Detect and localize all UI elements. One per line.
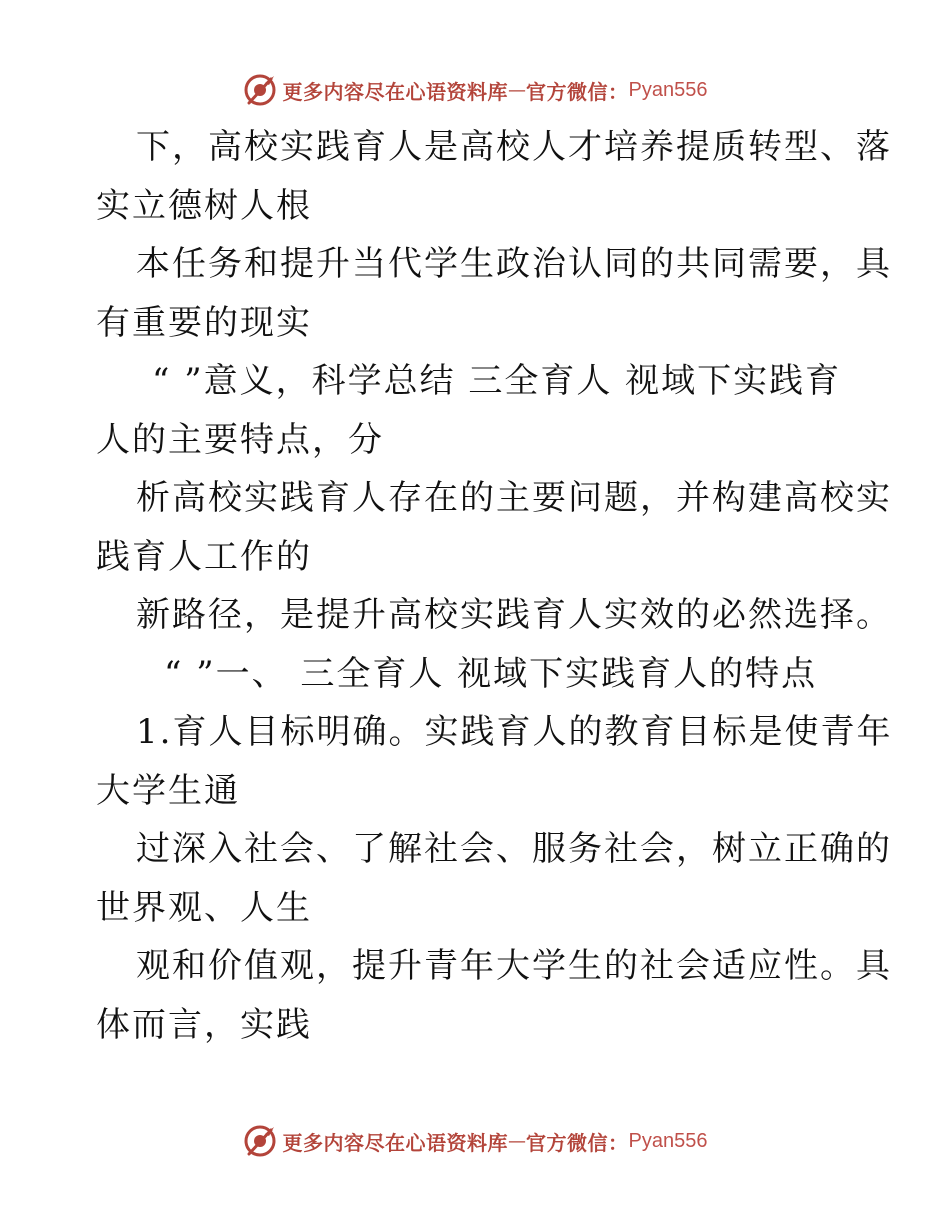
footer-id: Pyan556 bbox=[628, 1129, 708, 1152]
body-line: “ ”意义，科学总结 三全育人 视域下实践育 bbox=[152, 361, 842, 401]
body-line: 体而言，实践 bbox=[96, 1004, 312, 1045]
body-line: 人的主要特点，分 bbox=[96, 419, 384, 460]
section-heading: “ ”一、 三全育人 视域下实践育人的特点 bbox=[164, 653, 818, 694]
body-line: 析高校实践育人存在的主要问题，并构建高校实 bbox=[136, 478, 892, 518]
header-text: 更多内容尽在心语资料库 bbox=[282, 79, 509, 104]
body-line: 本任务和提升当代学生政治认同的共同需要，具 bbox=[136, 244, 892, 284]
brand-logo-icon bbox=[243, 1124, 277, 1158]
body-line: 有重要的现实 bbox=[96, 302, 312, 343]
body-line: 实立德树人根 bbox=[96, 185, 312, 226]
document-body bbox=[96, 118, 893, 1054]
footer-contact: 官方微信： bbox=[526, 1130, 629, 1155]
body-line: 世界观、人生 bbox=[96, 887, 312, 928]
header-dash: — bbox=[508, 79, 527, 101]
body-line: 践育人工作的 bbox=[96, 536, 312, 577]
body-line: 大学生通 bbox=[96, 770, 240, 811]
body-line: 观和价值观，提升青年大学生的社会适应性。具 bbox=[136, 946, 892, 986]
header-banner bbox=[0, 70, 950, 110]
header-contact: 官方微信： bbox=[526, 79, 629, 104]
brand-logo-icon bbox=[243, 73, 277, 107]
footer-banner bbox=[0, 1121, 950, 1161]
body-line: 1.育人目标明确。实践育人的教育目标是使青年 bbox=[136, 712, 893, 752]
body-line: 过深入社会、了解社会、服务社会，树立正确的 bbox=[136, 829, 892, 869]
footer-text: 更多内容尽在心语资料库 bbox=[282, 1130, 509, 1155]
body-line: 新路径，是提升高校实践育人实效的必然选择。 bbox=[136, 595, 892, 635]
header-id: Pyan556 bbox=[628, 78, 708, 101]
footer-dash: — bbox=[508, 1130, 527, 1152]
body-line: 下，高校实践育人是高校人才培养提质转型、落 bbox=[136, 127, 892, 167]
